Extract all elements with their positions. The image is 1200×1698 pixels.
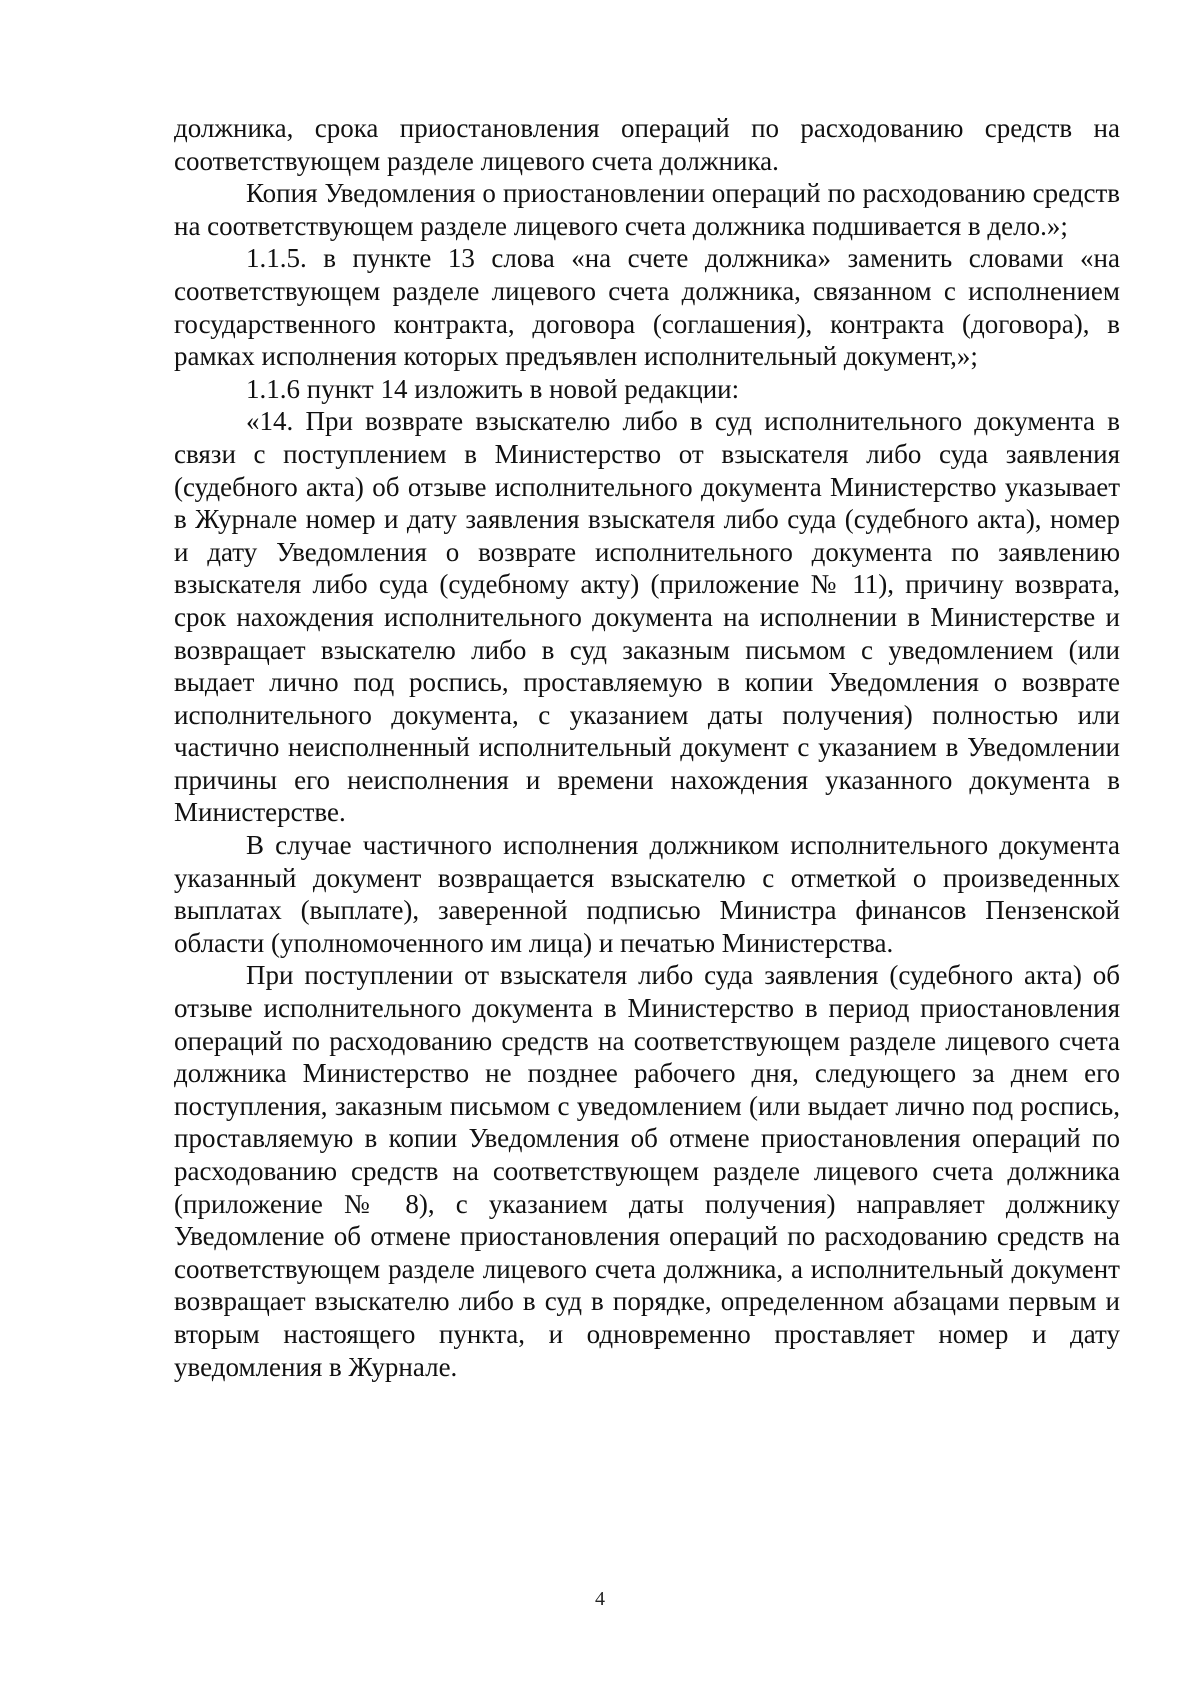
paragraph-suspension-period: При поступлении от взыскателя либо суда заявления (судебного акта) об отзыве исполнительного документа в Министерство в период приостановления операций по расходованию средств на соответствующем разделе лицевого счета должника Министерство не позднее рабочего дня, следующего за днем его поступления, заказным письмом с уведомлением (или выдает лично под роспись, проставляемую в копии Уведомления об отмене приостановления операций по расходованию средств на соответствующем разделе лицевого счета должника (приложение № 8), с указанием даты получения) направляет должнику Уведомление об отмене приостановления операций по расходованию средств на соответствующем разделе лицевого счета должника, а исполнительный документ возвращает взыскателю либо в суд в порядке, определенном абзацами первым и вторым настоящего пункта, и одновременно проставляет номер и дату уведомления в Журнале.: [174, 960, 1120, 1382]
paragraph-point-14: «14. При возврате взыскателю либо в суд исполнительного документа в связи с поступлением в Министерство от взыскателя либо суда заявления (судебного акта) об отзыве исполнительного документа Министерство указывает в Журнале номер и дату заявления взыскателя либо суда (судебного акта), номер и дату Уведомления о возврате исполнительного документа по заявлению взыскателя либо суда (судебному акту) (приложение № 11), причину возврата, срок нахождения исполнительного документа на исполнении в Министерстве и возвращает взыскателю либо в суд заказным письмом с уведомлением (или выдает лично под роспись, проставляемую в копии Уведомления о возврате исполнительного документа, с указанием даты получения) полностью или частично неисполненный исполнительный документ с указанием в Уведомлении причины его неисполнения и времени нахождения указанного документа в Министерстве.: [174, 406, 1120, 828]
page-number: 4: [595, 1588, 605, 1610]
paragraph-partial-execution: В случае частичного исполнения должником исполнительного документа указанный документ возвращается взыскателю с отметкой о произведенных выплатах (выплате), заверенной подписью Министра финансов Пензенской области (уполномоченного им лица) и печатью Министерства.: [174, 830, 1120, 958]
paragraph-notice-copy: Копия Уведомления о приостановлении операций по расходованию средств на соответствующем разделе лицевого счета должника подшивается в дело.»;: [174, 178, 1120, 241]
document-body: [174, 112, 1120, 1383]
paragraph-item-1-1-6: 1.1.6 пункт 14 изложить в новой редакции:: [246, 373, 740, 404]
paragraph-continuation: должника, срока приостановления операций по расходованию средств на соответствующем разделе лицевого счета должника.: [174, 113, 1120, 176]
paragraph-item-1-1-5: 1.1.5. в пункте 13 слова «на счете должника» заменить словами «на соответствующем разделе лицевого счета должника, связанном с исполнением государственного контракта, договора (соглашения), контракта (договора), в рамках исполнения которых предъявлен исполнительный документ,»;: [174, 243, 1120, 372]
